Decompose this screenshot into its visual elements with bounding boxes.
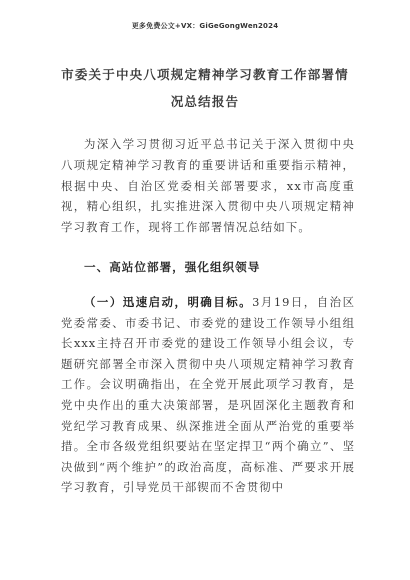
subsection-lead: （一）迅速启动，明确目标。 <box>84 295 253 309</box>
subsection-text: 3月19日，自治区党委常委、市委书记、市委党的建设工作领导小组组长xxx主持召开市委党的建设工作领导小组会议，专题研究部署全市深入贯彻中央八项规定精神学习教育工作。会议明确指出，在全党开展此项学习教育，是党中央作出的重大决策部署，是巩固深化主题教育和党纪学习教育成果、纵深推进全面从严治党的重要举措。全市各级党组织要站在坚定捍卫“两个确立”、坚决做到“两个维护”的政治高度，高标准、严要求开展学习教育，引导党员干部锲而不舍贯彻中 <box>61 295 355 495</box>
subsection-paragraph <box>61 292 355 498</box>
document-title: 市委关于中央八项规定精神学习教育工作部署情况总结报告 <box>61 67 349 109</box>
intro-paragraph: 为深入学习贯彻习近平总书记关于深入贯彻中央八项规定精神学习教育的重要讲话和重要指示精神，根据中央、自治区党委相关部署要求，xx市高度重视，精心组织，扎实推进深入贯彻中央八项规定精神学习教育工作，现将工作部署情况总结如下。 <box>61 137 355 235</box>
section-heading: 一、高站位部署，强化组织领导 <box>84 260 261 274</box>
header-note: 更多免费公文+VX：GiGeGongWen2024 <box>131 22 279 30</box>
